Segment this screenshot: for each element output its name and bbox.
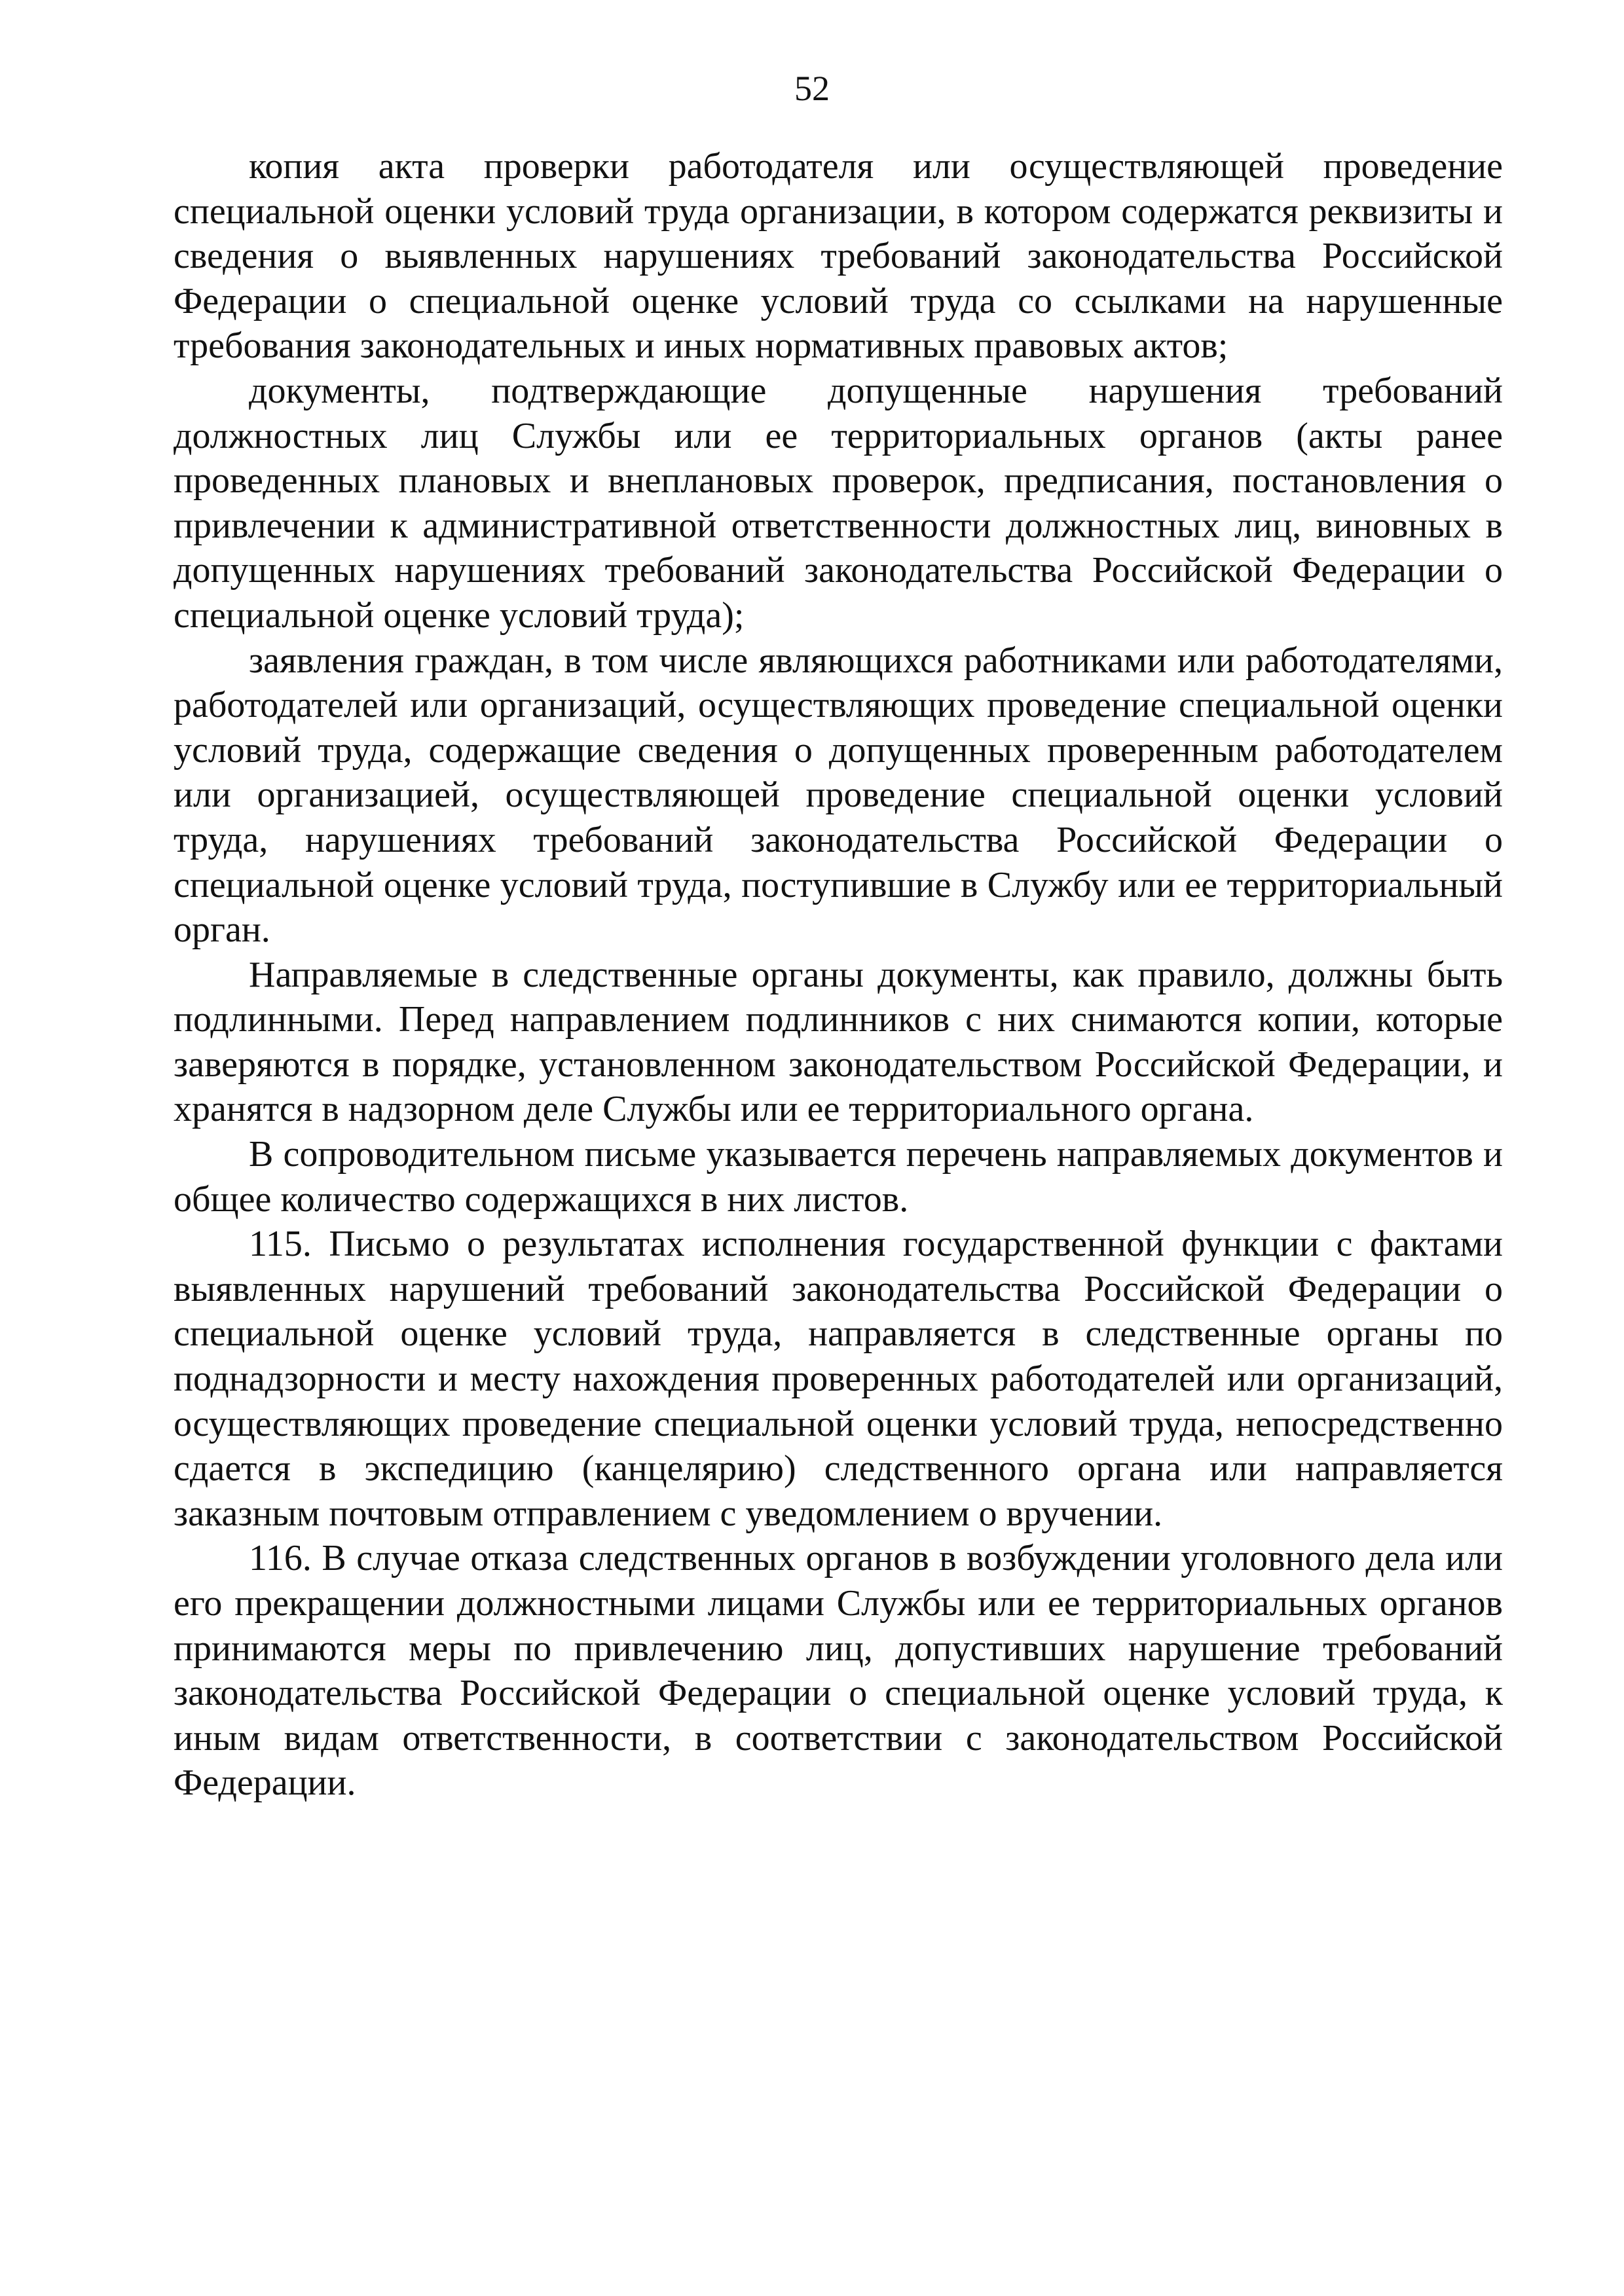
page-number: 52 xyxy=(794,69,830,108)
paragraph-original-documents: Направляемые в следственные органы документы, как правило, должны быть подлинными. Перед направлением подлинников с них снимаются копии, которые заверяются в порядке, установленном законодательством Российской Федерации, и хранятся в надзорном деле Службы или ее территориального органа. xyxy=(174,954,1503,1130)
paragraph-inspection-act-copy: копия акта проверки работодателя или осуществляющей проведение специальной оценки условий труда организации, в котором содержатся реквизиты и сведения о выявленных нарушениях требований законодательства Российской Федерации о специальной оценке условий труда со ссылками на нарушенные требования законодательных и иных нормативных правовых актов; xyxy=(174,146,1503,367)
document-body xyxy=(174,144,1503,1806)
paragraph-citizen-statements: заявления граждан, в том числе являющихся работниками или работодателями, работодателей или организаций, осуществляющих проведение специальной оценки условий труда, содержащие сведения о допущенных проверенным работодателем или организацией, осуществляющей проведение специальной оценки условий труда, нарушениях требований законодательства Российской Федерации о специальной оценке условий труда, поступившие в Службу или ее территориальный орган. xyxy=(174,640,1503,951)
paragraph-clause-115: 115. Письмо о результатах исполнения государственной функции с фактами выявленных нарушений требований законодательства Российской Федерации о специальной оценке условий труда, направляется в следственные органы по поднадзорности и месту нахождения проверенных работодателей или организаций, осуществляющих проведение специальной оценки условий труда, непосредственно сдается в экспедицию (канцелярию) следственного органа или направляется заказным почтовым отправлением с уведомлением о вручении. xyxy=(174,1224,1503,1534)
paragraph-cover-letter: В сопроводительном письме указывается перечень направляемых документов и общее количество содержащихся в них листов. xyxy=(174,1134,1503,1220)
paragraph-clause-116: 116. В случае отказа следственных органов в возбуждении уголовного дела или его прекращении должностными лицами Службы или ее территориальных органов принимаются меры по привлечению лиц, допустивших нарушение требований законодательства Российской Федерации о специальной оценке условий труда, к иным видам ответственности, в соответствии с законодательством Российской Федерации. xyxy=(174,1538,1503,1804)
paragraph-supporting-documents: документы, подтверждающие допущенные нарушения требований должностных лиц Службы или ее территориальных органов (акты ранее проведенных плановых и внеплановых проверок, предписания, постановления о привлечении к административной ответственности должностных лиц, виновных в допущенных нарушениях требований законодательства Российской Федерации о специальной оценке условий труда); xyxy=(174,370,1503,636)
